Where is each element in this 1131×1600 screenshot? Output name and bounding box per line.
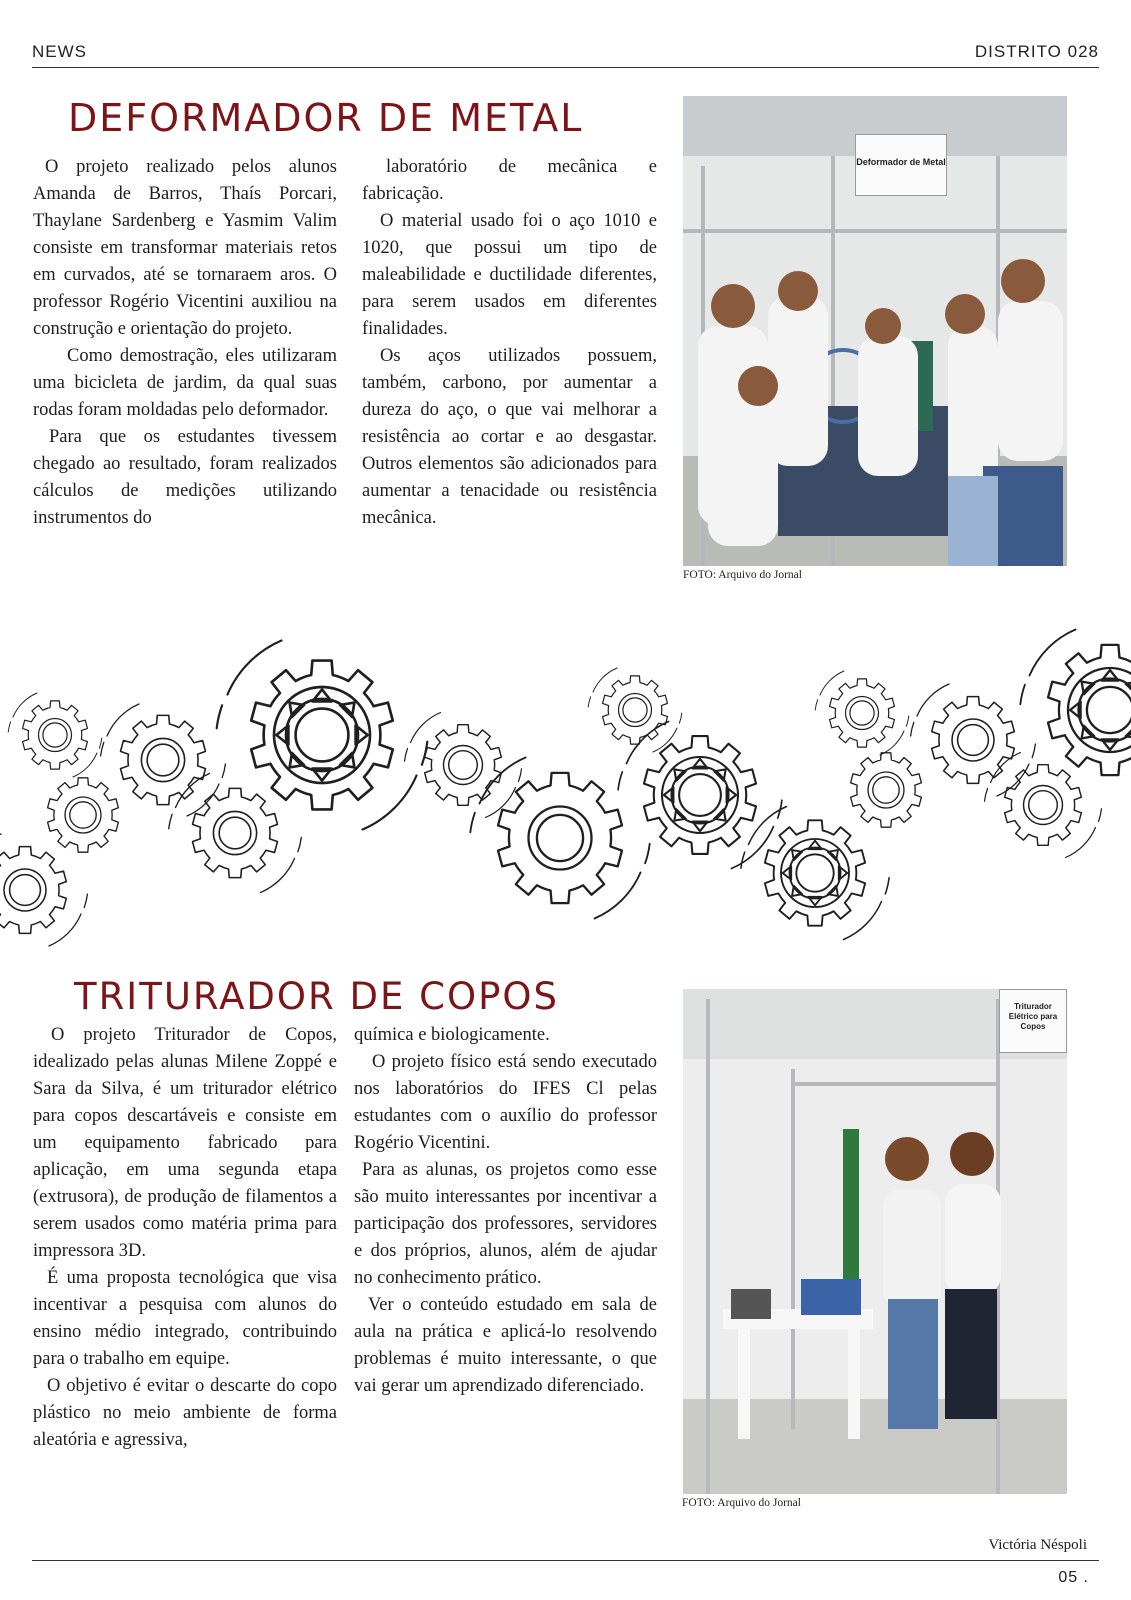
booth-photo-illustration bbox=[683, 989, 1067, 1494]
photo-caption: FOTO: Arquivo do Jornal bbox=[682, 1497, 801, 1509]
article2-title: TRITURADOR DE COPOS bbox=[74, 975, 560, 1018]
gear-icon bbox=[815, 671, 909, 755]
paragraph: Para as alunas, os projetos como esse são muito interessantes por incentivar a participação dos professores, servidores e dos próprios, alunos, além de ajudar no conhecimento prático. bbox=[354, 1160, 657, 1288]
gear-icon bbox=[588, 668, 682, 752]
paragraph: O projeto realizado pelos alunos Amanda de Barros, Thaís Porcari, Thaylane Sardenberg e Yasmim Valim consiste em transformar materiais retos em curvados, até se tornaraem aros. O professor Rogério Vicentini auxiliou na construção e orientação do projeto. bbox=[33, 157, 337, 339]
photo-caption: FOTO: Arquivo do Jornal bbox=[683, 569, 802, 581]
paragraph: Como demostração, eles utilizaram uma bicicleta de jardim, da qual suas rodas foram moldadas pelo deformador. bbox=[33, 346, 337, 420]
gear-icon bbox=[741, 807, 889, 940]
paragraph: O objetivo é evitar o descarte do copo plástico no meio ambiente de forma aleatória e agressiva, bbox=[33, 1376, 337, 1450]
article1-title: DEFORMADOR DE METAL bbox=[68, 96, 584, 140]
paragraph: O projeto físico está sendo executado nos laboratórios do IFES Cl pelas estudantes com o auxílio do professor Rogério Vicentini. bbox=[354, 1052, 657, 1153]
page-number: 05 . bbox=[1058, 1569, 1089, 1586]
gears-decoration bbox=[0, 605, 1131, 975]
gear-icon bbox=[911, 684, 1036, 796]
gear-icon bbox=[0, 834, 87, 946]
gear-icon bbox=[985, 753, 1102, 858]
photo-sign: Triturador Elétrico para Copos bbox=[999, 989, 1067, 1053]
photo-sign: Deformador de Metal bbox=[855, 134, 947, 196]
header-rule bbox=[32, 67, 1099, 68]
gear-icon bbox=[618, 722, 782, 869]
paragraph: Ver o conteúdo estudado em sala de aula na prática e aplicá-lo resolvendo problemas é muito interessante, o que vai gerar um aprendizado diferenciado. bbox=[354, 1295, 657, 1396]
paragraph: laboratório de mecânica e fabricação. bbox=[362, 157, 657, 204]
article2-photo bbox=[683, 989, 1067, 1494]
paragraph: Para que os estudantes tivessem chegado ao resultado, foram realizados cálculos de medições utilizando instrumentos do bbox=[33, 427, 337, 528]
gear-icon bbox=[8, 693, 102, 777]
gear-icon bbox=[1020, 630, 1131, 791]
section-label: NEWS bbox=[32, 42, 87, 61]
author-name: Victória Néspoli bbox=[988, 1537, 1087, 1553]
article2-column-1 bbox=[33, 1022, 337, 1454]
gear-icon bbox=[48, 778, 119, 852]
paragraph: É uma proposta tecnológica que visa incentivar a pesquisa com alunos do ensino médio integrado, contribuindo para o trabalho em equipe. bbox=[33, 1268, 337, 1369]
article1-column-1 bbox=[33, 154, 337, 532]
article2-column-2 bbox=[354, 1022, 657, 1400]
article1-photo bbox=[683, 96, 1067, 566]
gear-icon bbox=[169, 774, 302, 893]
paragraph: química e biologicamente. bbox=[354, 1025, 550, 1045]
footer-rule bbox=[32, 1560, 1099, 1561]
paragraph: O material usado foi o aço 1010 e 1020, que possui um tipo de maleabilidade e ductilidade diferentes, para serem usados em diferentes finalidades. bbox=[362, 211, 657, 339]
paragraph: Os aços utilizados possuem, também, carbono, por aumentar a dureza do aço, o que vai melhorar a resistência ao cortar e ao desgastar. Outros elementos são adicionados para aumentar a tenacidade ou resistência mecânica. bbox=[362, 346, 657, 528]
gear-icon bbox=[851, 753, 922, 827]
issue-label: DISTRITO 028 bbox=[974, 42, 1099, 61]
gear-icon bbox=[217, 641, 428, 830]
article1-column-2 bbox=[362, 154, 657, 532]
paragraph: O projeto Triturador de Copos, idealizado pelas alunas Milene Zoppé e Sara da Silva, é um triturador elétrico para copos descartáveis e consiste em um equipamento fabricado para aplicação, em uma segunda etapa (extrusora), de produção de filamentos a serem usados como matéria prima para impressora 3D. bbox=[33, 1025, 337, 1261]
